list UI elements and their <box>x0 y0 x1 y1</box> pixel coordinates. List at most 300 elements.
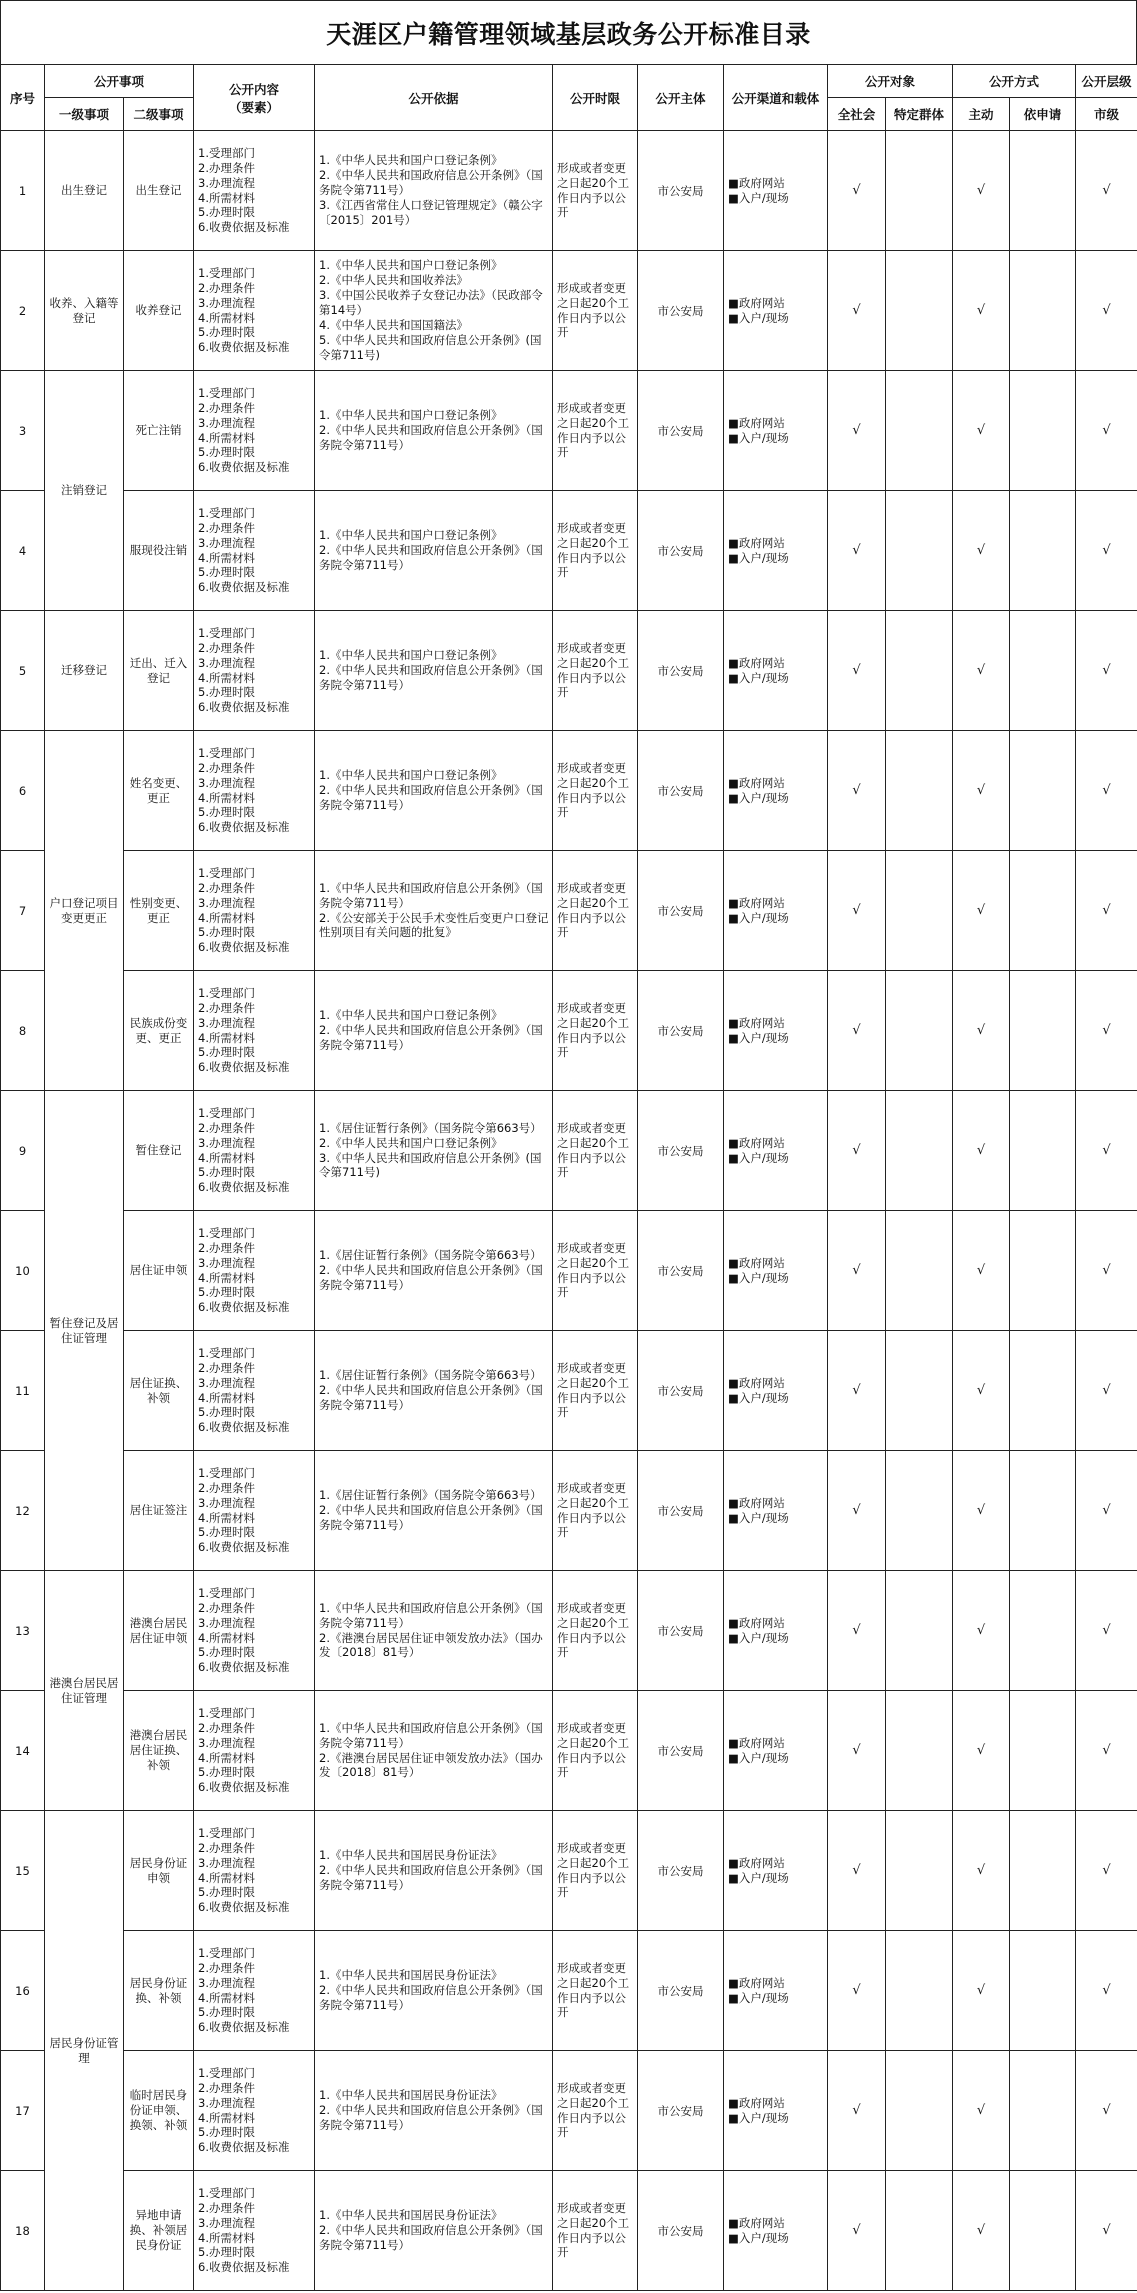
channel-list <box>724 1091 828 1211</box>
basis-item: 2.《公安部关于公民手术变性后变更户口登记性别项目有关问题的批复》 <box>319 910 549 940</box>
content-item: 3.办理流程 <box>198 175 255 190</box>
target-specific-cell <box>886 1451 953 1571</box>
channel-list <box>724 2051 828 2171</box>
content-item: 3.办理流程 <box>198 295 255 310</box>
basis-list <box>315 1931 553 2051</box>
content-item: 5.办理时限 <box>198 2245 255 2260</box>
channel-list <box>724 491 828 611</box>
subject: 市公安局 <box>638 1331 724 1451</box>
level-city-check: √ <box>1076 131 1137 251</box>
basis-item: 1.《中华人民共和国户口登记条例》 <box>319 1008 503 1023</box>
content-item: 4.所需材料 <box>198 910 255 925</box>
content-item: 2.办理条件 <box>198 1840 255 1855</box>
level-city-check: √ <box>1076 1091 1137 1211</box>
content-item: 1.受理部门 <box>198 1225 255 1240</box>
content-item: 6.收费依据及标准 <box>198 1060 290 1075</box>
content-item: 2.办理条件 <box>198 2200 255 2215</box>
target-specific-cell <box>886 251 953 371</box>
content-elements <box>194 1331 315 1451</box>
content-item: 5.办理时限 <box>198 1885 255 1900</box>
method-active-check: √ <box>953 1331 1010 1451</box>
row-seq: 1 <box>1 131 45 251</box>
table-row <box>1 1091 1137 1211</box>
time-limit: 形成或者变更之日起20个工作日内予以公开 <box>553 1691 638 1811</box>
content-elements <box>194 1811 315 1931</box>
table-row <box>1 2171 1137 2291</box>
content-elements <box>194 2171 315 2291</box>
channel-list <box>724 131 828 251</box>
content-item: 2.办理条件 <box>198 160 255 175</box>
level-city-check: √ <box>1076 731 1137 851</box>
content-elements <box>194 2051 315 2171</box>
target-all-check: √ <box>828 251 886 371</box>
channel-item: ■入户/现场 <box>728 1870 789 1885</box>
content-item: 1.受理部门 <box>198 385 255 400</box>
table-row <box>1 611 1137 731</box>
level-city-check: √ <box>1076 611 1137 731</box>
target-all-check: √ <box>828 1691 886 1811</box>
row-seq: 17 <box>1 2051 45 2171</box>
content-elements <box>194 1091 315 1211</box>
content-item: 4.所需材料 <box>198 1630 255 1645</box>
basis-item: 1.《居住证暂行条例》（国务院令第663号） <box>319 1120 542 1135</box>
basis-list <box>315 1211 553 1331</box>
channel-item: ■入户/现场 <box>728 1030 789 1045</box>
basis-list <box>315 731 553 851</box>
channel-item: ■政府网站 <box>728 2215 785 2230</box>
content-item: 6.收费依据及标准 <box>198 2020 290 2035</box>
basis-item: 1.《中华人民共和国居民身份证法》 <box>319 2088 503 2103</box>
basis-item: 1.《中华人民共和国户口登记条例》 <box>319 648 503 663</box>
content-item: 1.受理部门 <box>198 1465 255 1480</box>
level1-matter: 户口登记项目变更更正 <box>45 731 124 1091</box>
basis-item: 2.《中华人民共和国户口登记条例》 <box>319 1135 503 1150</box>
channel-item: ■政府网站 <box>728 1135 785 1150</box>
content-item: 2.办理条件 <box>198 1000 255 1015</box>
method-request-cell <box>1010 1331 1076 1451</box>
header-basis: 公开依据 <box>315 65 553 131</box>
basis-item: 2.《中华人民共和国政府信息公开条例》（国务院令第711号） <box>319 783 543 812</box>
content-item: 3.办理流程 <box>198 1135 255 1150</box>
channel-item: ■入户/现场 <box>728 1390 789 1405</box>
time-limit: 形成或者变更之日起20个工作日内予以公开 <box>553 1331 638 1451</box>
basis-item: 1.《中华人民共和国政府信息公开条例》（国务院令第711号） <box>319 1600 543 1630</box>
level-city-check: √ <box>1076 1931 1137 2051</box>
content-item: 5.办理时限 <box>198 925 255 940</box>
channel-item: ■入户/现场 <box>728 2110 789 2125</box>
content-elements <box>194 251 315 371</box>
table-row <box>1 1451 1137 1571</box>
content-item: 1.受理部门 <box>198 505 255 520</box>
content-elements <box>194 1451 315 1571</box>
level-city-check: √ <box>1076 1211 1137 1331</box>
content-item: 1.受理部门 <box>198 985 255 1000</box>
content-elements <box>194 1691 315 1811</box>
content-item: 5.办理时限 <box>198 205 255 220</box>
channel-item: ■政府网站 <box>728 1975 785 1990</box>
header-target-all: 全社会 <box>828 98 886 131</box>
content-item: 6.收费依据及标准 <box>198 1900 290 1915</box>
channel-item: ■政府网站 <box>728 295 785 310</box>
header-channel: 公开渠道和载体 <box>724 65 828 131</box>
method-request-cell <box>1010 731 1076 851</box>
content-item: 5.办理时限 <box>198 325 255 340</box>
table-row <box>1 1331 1137 1451</box>
content-item: 1.受理部门 <box>198 145 255 160</box>
method-request-cell <box>1010 491 1076 611</box>
method-request-cell <box>1010 1931 1076 2051</box>
content-elements <box>194 851 315 971</box>
time-limit: 形成或者变更之日起20个工作日内予以公开 <box>553 1931 638 2051</box>
table-row <box>1 2051 1137 2171</box>
basis-item: 1.《中华人民共和国户口登记条例》 <box>319 768 503 783</box>
basis-item: 1.《居住证暂行条例》（国务院令第663号） <box>319 1248 542 1263</box>
channel-list <box>724 251 828 371</box>
channel-item: ■入户/现场 <box>728 430 789 445</box>
time-limit: 形成或者变更之日起20个工作日内予以公开 <box>553 611 638 731</box>
subject: 市公安局 <box>638 1691 724 1811</box>
subject: 市公安局 <box>638 851 724 971</box>
channel-list <box>724 1931 828 2051</box>
target-specific-cell <box>886 1091 953 1211</box>
level-city-check: √ <box>1076 371 1137 491</box>
target-specific-cell <box>886 851 953 971</box>
basis-list <box>315 131 553 251</box>
content-item: 6.收费依据及标准 <box>198 580 290 595</box>
target-specific-cell <box>886 1211 953 1331</box>
channel-list <box>724 1571 828 1691</box>
content-item: 5.办理时限 <box>198 1285 255 1300</box>
content-item: 4.所需材料 <box>198 1750 255 1765</box>
level-city-check: √ <box>1076 491 1137 611</box>
level2-matter: 民族成份变更、更正 <box>124 971 194 1091</box>
subject: 市公安局 <box>638 1931 724 2051</box>
channel-item: ■入户/现场 <box>728 1630 789 1645</box>
method-request-cell <box>1010 371 1076 491</box>
basis-list <box>315 1691 553 1811</box>
content-item: 3.办理流程 <box>198 1495 255 1510</box>
target-all-check: √ <box>828 1571 886 1691</box>
target-specific-cell <box>886 2171 953 2291</box>
channel-list <box>724 1331 828 1451</box>
content-elements <box>194 611 315 731</box>
basis-item: 2.《港澳台居民居住证申领发放办法》（国办发〔2018〕81号） <box>319 1630 543 1660</box>
content-elements <box>194 1211 315 1331</box>
subject: 市公安局 <box>638 1211 724 1331</box>
basis-list <box>315 1571 553 1691</box>
content-item: 1.受理部门 <box>198 745 255 760</box>
content-item: 4.所需材料 <box>198 1150 255 1165</box>
basis-item: 1.《中华人民共和国居民身份证法》 <box>319 1848 503 1863</box>
subject: 市公安局 <box>638 1571 724 1691</box>
subject: 市公安局 <box>638 491 724 611</box>
level1-matter: 迁移登记 <box>45 611 124 731</box>
target-specific-cell <box>886 611 953 731</box>
time-limit: 形成或者变更之日起20个工作日内予以公开 <box>553 491 638 611</box>
content-item: 6.收费依据及标准 <box>198 220 290 235</box>
content-item: 6.收费依据及标准 <box>198 340 290 355</box>
basis-list <box>315 1091 553 1211</box>
basis-item: 2.《中华人民共和国政府信息公开条例》（国务院令第711号） <box>319 423 543 452</box>
basis-item: 1.《中华人民共和国户口登记条例》 <box>319 408 503 423</box>
table-row <box>1 1691 1137 1811</box>
method-active-check: √ <box>953 731 1010 851</box>
content-item: 6.收费依据及标准 <box>198 700 290 715</box>
content-item: 6.收费依据及标准 <box>198 940 290 955</box>
method-request-cell <box>1010 1691 1076 1811</box>
time-limit: 形成或者变更之日起20个工作日内予以公开 <box>553 851 638 971</box>
content-item: 6.收费依据及标准 <box>198 820 290 835</box>
level1-matter: 出生登记 <box>45 131 124 251</box>
basis-list <box>315 611 553 731</box>
basis-item: 5.《中华人民共和国政府信息公开条例》(国令第711号) <box>319 332 542 362</box>
content-elements <box>194 491 315 611</box>
level2-matter: 港澳台居民居住证申领 <box>124 1571 194 1691</box>
time-limit: 形成或者变更之日起20个工作日内予以公开 <box>553 1451 638 1571</box>
channel-item: ■入户/现场 <box>728 670 789 685</box>
target-all-check: √ <box>828 1331 886 1451</box>
level2-matter: 出生登记 <box>124 131 194 251</box>
channel-list <box>724 1451 828 1571</box>
level1-matter: 收养、入籍等登记 <box>45 251 124 371</box>
method-active-check: √ <box>953 251 1010 371</box>
table-row <box>1 491 1137 611</box>
header-level2: 二级事项 <box>124 98 194 131</box>
target-all-check: √ <box>828 1451 886 1571</box>
method-active-check: √ <box>953 1451 1010 1571</box>
level1-matter: 港澳台居民居住证管理 <box>45 1571 124 1811</box>
catalog-table <box>0 64 1137 2291</box>
channel-list <box>724 1691 828 1811</box>
basis-list <box>315 851 553 971</box>
row-seq: 3 <box>1 371 45 491</box>
row-seq: 11 <box>1 1331 45 1451</box>
content-item: 3.办理流程 <box>198 415 255 430</box>
content-item: 6.收费依据及标准 <box>198 1660 290 1675</box>
channel-item: ■政府网站 <box>728 1015 785 1030</box>
content-item: 6.收费依据及标准 <box>198 1180 290 1195</box>
content-item: 5.办理时限 <box>198 1405 255 1420</box>
channel-item: ■入户/现场 <box>728 1750 789 1765</box>
channel-list <box>724 1811 828 1931</box>
channel-item: ■政府网站 <box>728 1735 785 1750</box>
basis-list <box>315 1331 553 1451</box>
table-row <box>1 851 1137 971</box>
subject: 市公安局 <box>638 2171 724 2291</box>
method-active-check: √ <box>953 971 1010 1091</box>
channel-list <box>724 1211 828 1331</box>
level2-matter: 性别变更、更正 <box>124 851 194 971</box>
channel-item: ■入户/现场 <box>728 190 789 205</box>
target-specific-cell <box>886 491 953 611</box>
content-item: 4.所需材料 <box>198 430 255 445</box>
content-item: 5.办理时限 <box>198 1045 255 1060</box>
row-seq: 12 <box>1 1451 45 1571</box>
table-row <box>1 371 1137 491</box>
level1-matter: 居民身份证管理 <box>45 1811 124 2291</box>
channel-item: ■政府网站 <box>728 1615 785 1630</box>
target-all-check: √ <box>828 2051 886 2171</box>
content-item: 4.所需材料 <box>198 1510 255 1525</box>
content-item: 5.办理时限 <box>198 1645 255 1660</box>
level2-matter: 收养登记 <box>124 251 194 371</box>
content-item: 4.所需材料 <box>198 2230 255 2245</box>
row-seq: 5 <box>1 611 45 731</box>
level2-matter: 居住证申领 <box>124 1211 194 1331</box>
row-seq: 13 <box>1 1571 45 1691</box>
header-time-limit: 公开时限 <box>553 65 638 131</box>
basis-list <box>315 2051 553 2171</box>
target-specific-cell <box>886 1931 953 2051</box>
method-request-cell <box>1010 131 1076 251</box>
target-specific-cell <box>886 1811 953 1931</box>
header-method-active: 主动 <box>953 98 1010 131</box>
header-matter: 公开事项 <box>45 65 194 98</box>
content-item: 5.办理时限 <box>198 685 255 700</box>
header-target-specific: 特定群体 <box>886 98 953 131</box>
target-all-check: √ <box>828 1931 886 2051</box>
level-city-check: √ <box>1076 1691 1137 1811</box>
header-subject: 公开主体 <box>638 65 724 131</box>
content-item: 4.所需材料 <box>198 1270 255 1285</box>
method-active-check: √ <box>953 131 1010 251</box>
content-item: 4.所需材料 <box>198 310 255 325</box>
channel-item: ■入户/现场 <box>728 910 789 925</box>
method-request-cell <box>1010 1811 1076 1931</box>
target-all-check: √ <box>828 491 886 611</box>
content-item: 5.办理时限 <box>198 1165 255 1180</box>
subject: 市公安局 <box>638 131 724 251</box>
target-specific-cell <box>886 1331 953 1451</box>
channel-item: ■政府网站 <box>728 1495 785 1510</box>
channel-item: ■入户/现场 <box>728 1150 789 1165</box>
channel-item: ■政府网站 <box>728 655 785 670</box>
content-item: 1.受理部门 <box>198 1945 255 1960</box>
header-content-line2: （要素） <box>229 99 280 115</box>
target-specific-cell <box>886 131 953 251</box>
basis-item: 1.《中华人民共和国居民身份证法》 <box>319 2208 503 2223</box>
level-city-check: √ <box>1076 1571 1137 1691</box>
content-item: 2.办理条件 <box>198 1120 255 1135</box>
level-city-check: √ <box>1076 971 1137 1091</box>
level-city-check: √ <box>1076 1451 1137 1571</box>
row-seq: 9 <box>1 1091 45 1211</box>
content-item: 6.收费依据及标准 <box>198 1540 290 1555</box>
table-row <box>1 1211 1137 1331</box>
channel-item: ■政府网站 <box>728 1255 785 1270</box>
time-limit: 形成或者变更之日起20个工作日内予以公开 <box>553 1811 638 1931</box>
content-item: 4.所需材料 <box>198 1030 255 1045</box>
content-item: 2.办理条件 <box>198 640 255 655</box>
content-elements <box>194 731 315 851</box>
level2-matter: 迁出、迁入登记 <box>124 611 194 731</box>
content-item: 3.办理流程 <box>198 1015 255 1030</box>
basis-item: 3.《中国公民收养子女登记办法》（民政部令第14号） <box>319 288 543 318</box>
channel-item: ■入户/现场 <box>728 1510 789 1525</box>
level2-matter: 临时居民身份证申领、换领、补领 <box>124 2051 194 2171</box>
basis-item: 2.《中华人民共和国政府信息公开条例》（国务院令第711号） <box>319 1983 543 2012</box>
level2-matter: 死亡注销 <box>124 371 194 491</box>
content-item: 2.办理条件 <box>198 760 255 775</box>
row-seq: 6 <box>1 731 45 851</box>
time-limit: 形成或者变更之日起20个工作日内予以公开 <box>553 731 638 851</box>
content-item: 5.办理时限 <box>198 445 255 460</box>
subject: 市公安局 <box>638 1811 724 1931</box>
channel-item: ■政府网站 <box>728 1375 785 1390</box>
content-item: 2.办理条件 <box>198 2080 255 2095</box>
channel-list <box>724 611 828 731</box>
table-row <box>1 251 1137 371</box>
method-request-cell <box>1010 2171 1076 2291</box>
content-item: 1.受理部门 <box>198 1105 255 1120</box>
content-item: 4.所需材料 <box>198 670 255 685</box>
content-item: 3.办理流程 <box>198 535 255 550</box>
content-item: 2.办理条件 <box>198 280 255 295</box>
content-item: 4.所需材料 <box>198 1990 255 2005</box>
channel-item: ■政府网站 <box>728 775 785 790</box>
content-item: 6.收费依据及标准 <box>198 2260 290 2275</box>
content-item: 3.办理流程 <box>198 775 255 790</box>
subject: 市公安局 <box>638 1451 724 1571</box>
method-active-check: √ <box>953 491 1010 611</box>
channel-item: ■政府网站 <box>728 895 785 910</box>
basis-item: 1.《中华人民共和国居民身份证法》 <box>319 1968 503 1983</box>
header-content <box>194 65 315 131</box>
header-target: 公开对象 <box>828 65 953 98</box>
method-request-cell <box>1010 1451 1076 1571</box>
target-all-check: √ <box>828 2171 886 2291</box>
content-item: 1.受理部门 <box>198 865 255 880</box>
channel-item: ■入户/现场 <box>728 310 789 325</box>
basis-list <box>315 2171 553 2291</box>
channel-item: ■入户/现场 <box>728 2230 789 2245</box>
basis-item: 1.《居住证暂行条例》（国务院令第663号） <box>319 1488 542 1503</box>
content-item: 4.所需材料 <box>198 550 255 565</box>
basis-item: 2.《中华人民共和国政府信息公开条例》（国务院令第711号） <box>319 1023 543 1052</box>
basis-list <box>315 1451 553 1571</box>
content-item: 6.收费依据及标准 <box>198 1420 290 1435</box>
subject: 市公安局 <box>638 611 724 731</box>
method-request-cell <box>1010 2051 1076 2171</box>
content-item: 3.办理流程 <box>198 655 255 670</box>
content-elements <box>194 371 315 491</box>
method-request-cell <box>1010 1211 1076 1331</box>
content-elements <box>194 131 315 251</box>
level2-matter: 居民身份证换、补领 <box>124 1931 194 2051</box>
method-active-check: √ <box>953 1811 1010 1931</box>
basis-list <box>315 1811 553 1931</box>
content-item: 5.办理时限 <box>198 565 255 580</box>
basis-item: 1.《居住证暂行条例》（国务院令第663号） <box>319 1368 542 1383</box>
target-all-check: √ <box>828 611 886 731</box>
content-item: 1.受理部门 <box>198 2185 255 2200</box>
content-item: 3.办理流程 <box>198 1615 255 1630</box>
level2-matter: 居住证换、补领 <box>124 1331 194 1451</box>
channel-list <box>724 731 828 851</box>
content-item: 5.办理时限 <box>198 1525 255 1540</box>
content-item: 4.所需材料 <box>198 190 255 205</box>
content-item: 5.办理时限 <box>198 2005 255 2020</box>
level-city-check: √ <box>1076 2051 1137 2171</box>
time-limit: 形成或者变更之日起20个工作日内予以公开 <box>553 371 638 491</box>
content-item: 3.办理流程 <box>198 1735 255 1750</box>
level-city-check: √ <box>1076 2171 1137 2291</box>
table-row <box>1 971 1137 1091</box>
basis-item: 3.《中华人民共和国政府信息公开条例》(国令第711号) <box>319 1150 542 1180</box>
content-item: 4.所需材料 <box>198 1390 255 1405</box>
level2-matter: 异地申请换、补领居民身份证 <box>124 2171 194 2291</box>
basis-item: 1.《中华人民共和国政府信息公开条例》（国务院令第711号） <box>319 880 543 910</box>
